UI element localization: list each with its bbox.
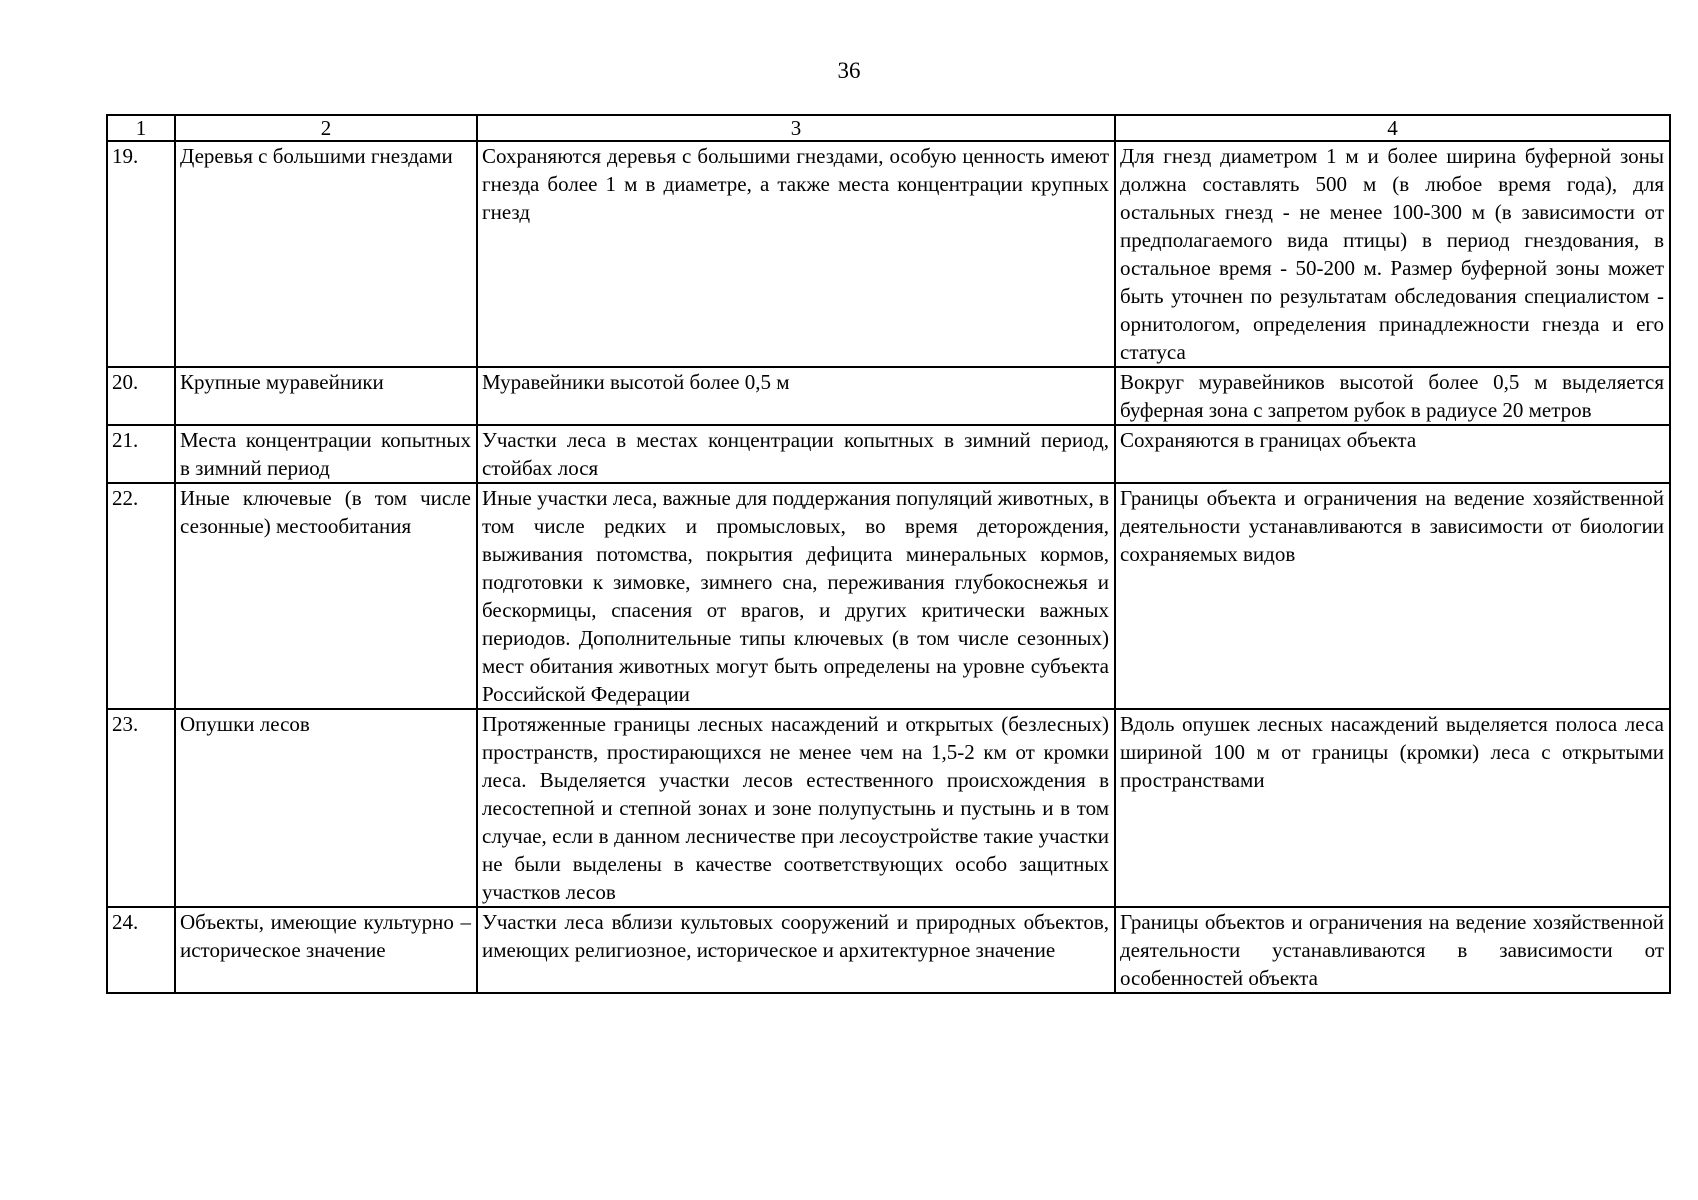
object-name: Места концентрации копытных в зимний период [175, 425, 477, 483]
row-number: 21. [107, 425, 175, 483]
table-row [107, 907, 1670, 993]
object-description: Протяженные границы лесных насаждений и открытых (безлесных) пространств, простирающихся не менее чем на 1,5-2 км от кромки леса. Выделяется участки лесов естественного происхождения в лесостепной и степной зонах и зоне полупустынь и пустынь и в том случае, если в данном лесничестве при лесоустройстве такие участки не были выделены в качестве соответствующих особо защитных участков лесов [477, 709, 1115, 907]
row-number: 23. [107, 709, 175, 907]
protection-measures: Сохраняются в границах объекта [1115, 425, 1670, 483]
table-header-row [107, 115, 1670, 141]
protection-measures: Границы объекта и ограничения на ведение хозяйственной деятельности устанавливаются в зависимости от биологии сохраняемых видов [1115, 483, 1670, 709]
object-description: Сохраняются деревья с большими гнездами, особую ценность имеют гнезда более 1 м в диаметре, а также места концентрации крупных гнезд [477, 141, 1115, 367]
column-header: 4 [1115, 115, 1670, 141]
object-name: Деревья с большими гнездами [175, 141, 477, 367]
protection-measures: Для гнезд диаметром 1 м и более ширина буферной зоны должна составлять 500 м (в любое время года), для остальных гнезд - не менее 100-300 м (в зависимости от предполагаемого вида птицы) в период гнездования, в остальное время - 50-200 м. Размер буферной зоны может быть уточнен по результатам обследования специалистом - орнитологом, определения принадлежности гнезда и его статуса [1115, 141, 1670, 367]
column-header: 1 [107, 115, 175, 141]
table-row [107, 367, 1670, 425]
column-header: 3 [477, 115, 1115, 141]
table-row [107, 483, 1670, 709]
object-description: Муравейники высотой более 0,5 м [477, 367, 1115, 425]
object-name: Иные ключевые (в том числе сезонные) местообитания [175, 483, 477, 709]
column-header: 2 [175, 115, 477, 141]
object-name: Объекты, имеющие культурно – историческое значение [175, 907, 477, 993]
object-name: Опушки лесов [175, 709, 477, 907]
row-number: 20. [107, 367, 175, 425]
protection-measures: Вокруг муравейников высотой более 0,5 м выделяется буферная зона с запретом рубок в радиусе 20 метров [1115, 367, 1670, 425]
object-description: Участки леса в местах концентрации копытных в зимний период, стойбах лося [477, 425, 1115, 483]
table-row [107, 141, 1670, 367]
protection-measures: Вдоль опушек лесных насаждений выделяется полоса леса шириной 100 м от границы (кромки) леса с открытыми пространствами [1115, 709, 1670, 907]
table-row [107, 425, 1670, 483]
row-number: 19. [107, 141, 175, 367]
regulation-table [106, 114, 1671, 994]
object-description: Иные участки леса, важные для поддержания популяций животных, в том числе редких и промысловых, во время деторождения, выживания потомства, покрытия дефицита минеральных кормов, подготовки к зимовке, зимнего сна, переживания глубокоснежья и бескормицы, спасения от врагов, и других критически важных периодов. Дополнительные типы ключевых (в том числе сезонных) мест обитания животных могут быть определены на уровне субъекта Российской Федерации [477, 483, 1115, 709]
row-number: 22. [107, 483, 175, 709]
page-number: 36 [837, 58, 861, 83]
table-row [107, 709, 1670, 907]
object-description: Участки леса вблизи культовых сооружений и природных объектов, имеющих религиозное, историческое и архитектурное значение [477, 907, 1115, 993]
protection-measures: Границы объектов и ограничения на ведение хозяйственной деятельности устанавливаются в зависимости от особенностей объекта [1115, 907, 1670, 993]
row-number: 24. [107, 907, 175, 993]
object-name: Крупные муравейники [175, 367, 477, 425]
